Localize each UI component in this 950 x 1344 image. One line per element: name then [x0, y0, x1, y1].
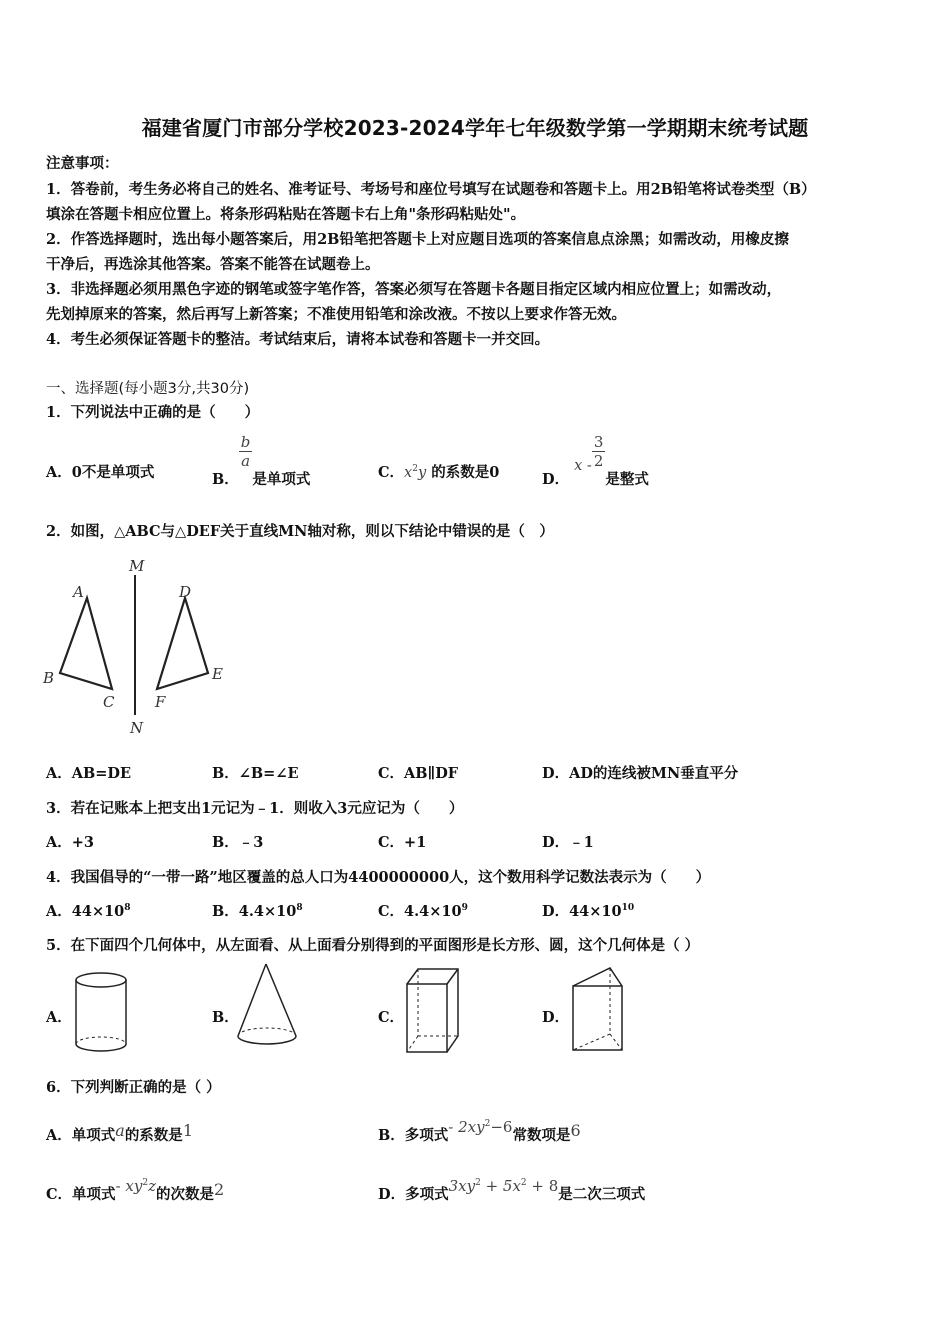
option-exponent: 9 — [461, 903, 468, 913]
notice-line: 干净后，再选涂其他答案。答案不能答在试题卷上。 — [46, 256, 380, 273]
option-text: 的系数是0 — [431, 464, 500, 481]
notice-line: 2．作答选择题时，选出每小题答案后，用2B铅笔把答题卡上对应题目选项的答案信息点涂黑；如需改动，用橡皮擦 — [46, 231, 789, 248]
question-2-stem: 2．如图，△ABC与△DEF关于直线MN轴对称，则以下结论中错误的是（ ） — [46, 523, 554, 540]
option-label: A． — [46, 903, 72, 920]
section-heading: 一、选择题(每小题3分,共30分) — [46, 381, 250, 397]
notice-line: 4．考生必须保证答题卡的整洁。考试结束后，请将本试卷和答题卡一并交回。 — [46, 331, 550, 348]
option-label: A． — [46, 464, 72, 481]
option-base: 44×10 — [71, 903, 125, 920]
label-e: E — [212, 665, 223, 683]
option-text: 的系数是 — [124, 1127, 183, 1144]
q1-option-c — [378, 461, 499, 482]
math-term: 1 — [182, 1121, 193, 1140]
option-exponent: 8 — [296, 903, 303, 913]
option-label: C． — [46, 1186, 73, 1203]
q4-option-b — [212, 900, 303, 921]
q2-option-d — [542, 762, 738, 783]
question-4-stem: 4．我国倡导的“一带一路”地区覆盖的总人口为4400000000人，这个数用科学记数法表示为（ ） — [46, 869, 711, 886]
notice-line: 先划掉原来的答案，然后再写上新答案；不准使用铅笔和涂改液。不按以上要求作答无效。 — [46, 306, 626, 323]
question-6-stem: 6．下列判断正确的是（ ） — [46, 1079, 221, 1096]
q3-option-b — [212, 831, 263, 852]
q6-option-c — [46, 1177, 225, 1204]
math-term: 2 — [213, 1180, 225, 1199]
option-text: +1 — [404, 834, 427, 851]
math-y: y — [417, 465, 427, 481]
fraction-denominator: a — [241, 452, 251, 470]
fraction — [239, 433, 253, 470]
math-term: - 2xy — [448, 1118, 485, 1136]
option-label: C． — [378, 834, 405, 851]
q3-option-d — [542, 831, 594, 852]
option-text: 多项式 — [404, 1127, 449, 1144]
option-text: AB∥DF — [404, 765, 459, 782]
math-term: −6 — [490, 1118, 513, 1136]
question-5-stem: 5．在下面四个几何体中，从左面看、从上面看分别得到的平面图形是长方形、圆，这个几何体是（ ） — [46, 937, 700, 954]
option-text: ﹣3 — [238, 834, 264, 851]
q1-option-a — [46, 461, 154, 482]
option-text: 多项式 — [405, 1186, 449, 1203]
option-label: C． — [378, 765, 405, 782]
q6-option-a — [46, 1121, 193, 1145]
option-label: B． — [212, 470, 239, 488]
label-n: N — [130, 719, 144, 737]
symmetry-figure — [40, 553, 240, 739]
option-text: 是整式 — [605, 470, 649, 488]
q6-option-d — [378, 1177, 646, 1204]
label-f: F — [155, 693, 166, 711]
option-exponent: 8 — [124, 903, 131, 913]
q4-option-c — [378, 900, 468, 921]
q5-option-d-label: D． — [542, 1009, 570, 1026]
option-label: C． — [378, 903, 405, 920]
fraction — [592, 433, 606, 470]
page-title: 福建省厦门市部分学校2023-2024学年七年级数学第一学期期末统考试题 — [141, 116, 809, 140]
label-a: A — [73, 583, 84, 601]
math-term: z — [148, 1177, 156, 1195]
option-base: 4.4×10 — [238, 903, 297, 920]
option-text: 0不是单项式 — [71, 464, 155, 481]
option-base: 4.4×10 — [404, 903, 462, 920]
label-m: M — [129, 557, 145, 575]
option-label: B． — [212, 903, 239, 920]
math-x-minus: x - — [574, 457, 592, 474]
q1-option-b — [212, 433, 311, 488]
question-3-stem: 3．若在记账本上把支出1元记为﹣1．则收入3元应记为（ ） — [46, 800, 464, 817]
option-text: 常数项是 — [512, 1127, 571, 1144]
math-x: x — [404, 465, 413, 481]
option-label: B． — [378, 1127, 405, 1144]
question-1-stem: 1．下列说法中正确的是（ ） — [46, 404, 260, 421]
option-text: 单项式 — [71, 1127, 116, 1144]
notice-heading: 注意事项： — [46, 155, 119, 172]
option-exponent: 10 — [621, 903, 635, 913]
math-term: - xy — [115, 1177, 143, 1195]
cone-figure — [232, 960, 304, 1056]
fraction-denominator: 2 — [593, 452, 604, 470]
math-exponent: 2 — [520, 1178, 527, 1188]
triangle-def — [157, 598, 208, 689]
option-base: 44×10 — [569, 903, 622, 920]
option-text: 是单项式 — [252, 470, 311, 488]
option-text: 是二次三项式 — [558, 1186, 646, 1203]
q2-option-b — [212, 762, 299, 783]
option-label: B． — [212, 834, 239, 851]
option-label: D． — [542, 765, 570, 782]
option-text: 的次数是 — [155, 1186, 214, 1203]
q3-option-c — [378, 831, 426, 852]
option-label: C． — [378, 464, 405, 481]
cylinder-figure — [70, 966, 132, 1058]
option-text: ﹣1 — [569, 834, 594, 851]
notice-line: 1．答卷前，考生务必将自己的姓名、准考证号、考场号和座位号填写在试题卷和答题卡上。用2B铅笔将试卷类型（B） — [46, 181, 816, 198]
q4-option-d — [542, 900, 634, 921]
option-label: A． — [46, 1127, 72, 1144]
option-text: AD的连线被MN垂直平分 — [569, 765, 739, 782]
label-c: C — [103, 693, 115, 711]
option-label: D． — [378, 1186, 406, 1203]
q5-option-b-label: B． — [212, 1009, 239, 1026]
triangle-abc — [60, 598, 112, 689]
option-label: A． — [46, 834, 72, 851]
math-exponent: 2 — [142, 1178, 149, 1188]
math-term: + 8 — [526, 1177, 559, 1195]
q2-option-a — [46, 762, 131, 783]
fraction-numerator: b — [240, 433, 251, 451]
notice-line: 3．非选择题必须用黑色字迹的钢笔或签字笔作答，答案必须写在答题卡各题目指定区域内相应位置上；如需改动， — [46, 281, 782, 298]
math-exponent: 2 — [484, 1119, 491, 1129]
fraction-numerator: 3 — [593, 433, 604, 451]
rectangular-prism-figure — [402, 964, 466, 1056]
q5-option-a-label: A． — [46, 1009, 72, 1026]
q2-option-c — [378, 762, 458, 783]
option-text: AB=DE — [71, 765, 132, 782]
option-label: B． — [212, 765, 239, 782]
option-text: +3 — [71, 834, 95, 851]
math-term: 6 — [570, 1121, 581, 1140]
label-d: D — [179, 583, 192, 601]
math-term: + 5x — [480, 1177, 521, 1195]
option-label: A． — [46, 765, 72, 782]
q1-option-d — [542, 433, 649, 488]
option-label: D． — [542, 834, 570, 851]
q3-option-a — [46, 831, 94, 852]
option-text: 单项式 — [72, 1186, 116, 1203]
math-term: 3xy — [448, 1177, 476, 1195]
notice-line: 填涂在答题卡相应位置上。将条形码粘贴在答题卡右上角"条形码粘贴处"。 — [46, 206, 526, 223]
option-text: ∠B=∠E — [238, 765, 299, 782]
math-exponent: 2 — [412, 464, 418, 474]
q5-option-c-label: C． — [378, 1009, 405, 1026]
math-term: a — [115, 1121, 125, 1140]
math-exponent: 2 — [475, 1178, 481, 1188]
q6-option-b — [378, 1118, 581, 1145]
option-label: D． — [542, 470, 570, 488]
label-b: B — [43, 669, 55, 687]
q4-option-a — [46, 900, 131, 921]
option-label: D． — [542, 903, 570, 920]
triangular-prism-figure — [568, 962, 628, 1056]
